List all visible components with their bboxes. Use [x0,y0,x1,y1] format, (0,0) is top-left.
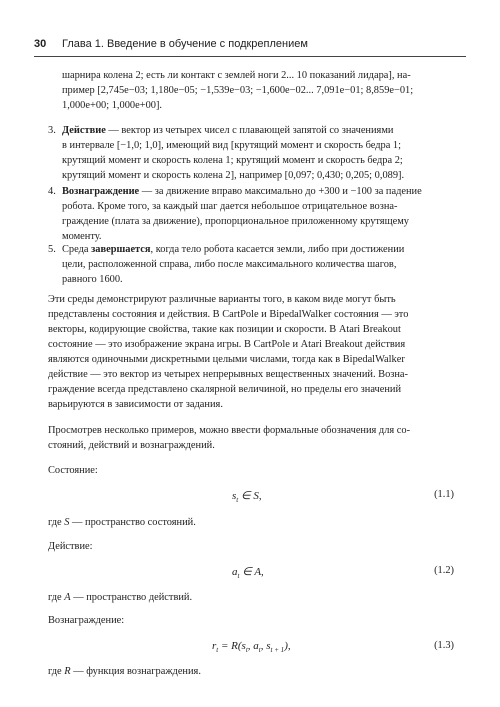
paragraph-environments [48,292,460,412]
list-number: 3. [48,125,56,136]
equation-number: (1.3) [434,640,454,651]
text-line: цели, расположенной справа, либо после максимального количества шагов, [62,259,397,270]
text-line: Просмотрев несколько примеров, можно ввести формальные обозначения для со- [48,425,411,436]
text-line: состояние — это изображение экрана игры. В CartPole и Atari Breakout действия [48,339,406,350]
list-item-reward [48,184,460,244]
text-fragment: Среда [62,244,92,255]
paragraph-formal-notation [48,423,460,453]
list-number: 4. [48,186,56,197]
text-line: крутящий момент и скорость колена 2], например [0,097; 0,430; 0,205; 0,089]. [62,170,405,181]
list-continuation [62,68,460,113]
formula-state [232,489,262,504]
text-line: робота. Кроме того, за каждый шаг дается небольшое отрицательное возна- [62,201,398,212]
text-line: векторы, кодирующие свойства, такие как позиции и скорости. В Atari Breakout [48,324,401,335]
list-item-action [48,123,460,183]
state-where: где S — пространство состояний. [48,517,196,528]
text-line: являются одиночными дискретными целыми числами, тогда как в BipedalWalker [48,354,405,365]
text-line: пример [2,745e−03; 1,180e−05; −1,539e−03; −1,600e−02... 7,091e−01; 8,859e−01; [62,85,414,96]
equation-number: (1.2) [434,565,454,576]
formula-subscript: t [236,496,239,505]
action-where: где A — пространство действий. [48,592,193,603]
text-line: — вектор из четырех чисел с плавающей запятой со значениями [105,125,394,136]
text-line: равного 1600. [62,274,123,285]
text-line: граждение (плата за движение), пропорциональное приложенному крутящему [62,216,409,227]
reward-where: где R — функция вознаграждения. [48,666,201,677]
formula-var: a [232,566,238,578]
text-line: моменту. [62,231,102,242]
text-line: Эти среды демонстрируют различные варианты того, в каком виде могут быть [48,294,396,305]
formula-subscript: t [237,572,240,581]
text-line: представлены состояния и действия. В CartPole и BipedalWalker состояния — это [48,309,409,320]
text-line: — за движение вправо максимально до +300 и −100 за падение [139,186,422,197]
running-header [34,38,466,50]
page-number: 30 [34,38,47,50]
text-line: граждение всегда представлено скалярной величиной, но пределы его значений [48,384,402,395]
formula-action [232,565,264,580]
formula-var: s [232,490,237,502]
text-line: варьируются в зависимости от задания. [48,399,223,410]
text-line: в интервале [−1,0; 1,0], имеющий вид [крутящий момент и скорость бедра 1; [62,140,402,151]
term-action: Действие [62,125,106,136]
reward-label: Вознаграждение: [48,615,125,626]
symbol-R: R [64,666,71,677]
chapter-title: Глава 1. Введение в обучение с подкреплением [62,38,308,50]
list-item-termination [48,242,460,287]
symbol-S: S [64,517,70,528]
symbol-A: A [64,592,71,603]
text-line: крутящий момент и скорость колена 1; крутящий момент и скорость бедра 2; [62,155,403,166]
header-rule [34,56,466,57]
text-line: 1,000e+00; 1,000e+00]. [62,100,163,111]
list-number: 5. [48,244,56,255]
action-label: Действие: [48,541,93,552]
term-reward: Вознаграждение [62,186,140,197]
formula-reward: $r_t = R(s_t$, $a_t$, $s_{t + 1}$), [212,640,291,655]
term-terminates: завершается [91,244,151,255]
state-label: Состояние: [48,465,98,476]
equation-number: (1.1) [434,489,454,500]
text-line: действие — это вектор из четырех непрерывных вещественных значений. Возна- [48,369,409,380]
text-line: шарнира колена 2; есть ли контакт с землей ноги 2... 10 показаний лидара], на- [62,70,411,81]
formula-rest: ∈ S, [238,490,262,502]
text-line: стояний, действий и вознаграждений. [48,440,215,451]
formula-rest: ∈ A, [239,566,264,578]
text-line: , когда тело робота касается земли, либо при достижении [150,244,405,255]
